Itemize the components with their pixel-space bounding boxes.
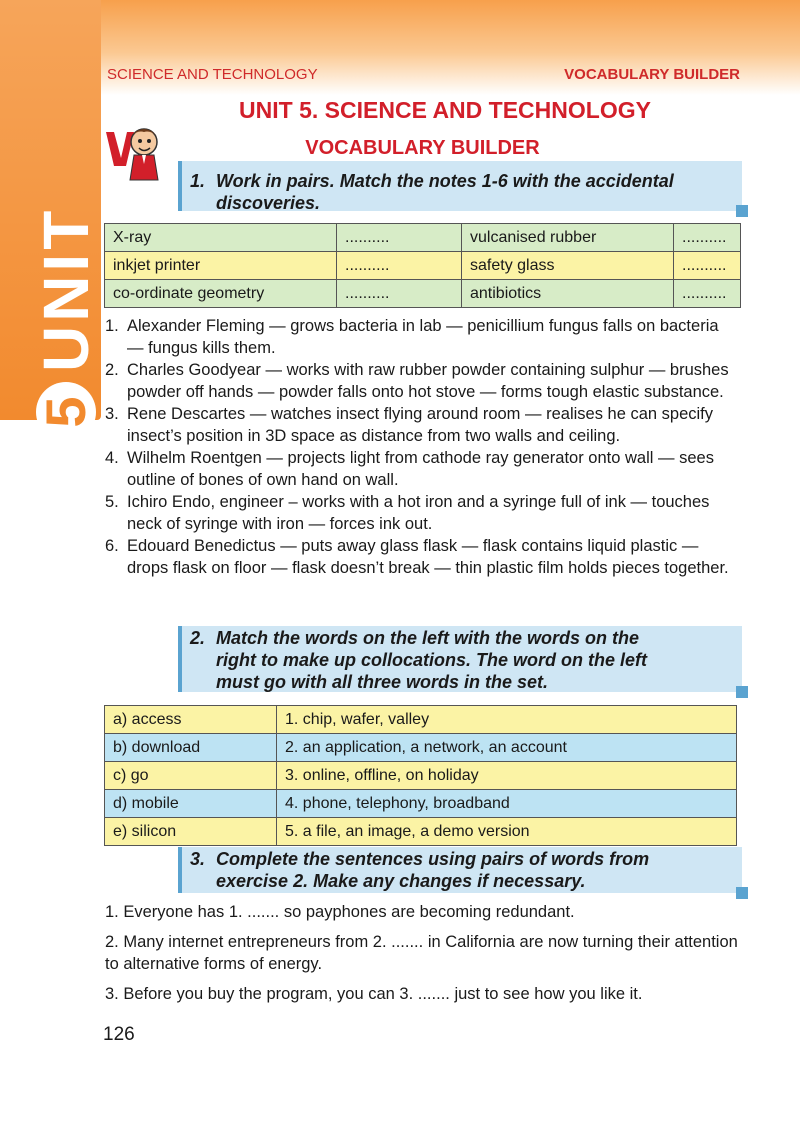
note-item	[105, 359, 735, 403]
collocation-row	[105, 790, 737, 818]
unit-title: UNIT 5. SCIENCE AND TECHNOLOGY	[239, 97, 651, 123]
sentence-item: 1. Everyone has 1. ....... so payphones are becoming redundant.	[105, 903, 575, 921]
sentences-list	[105, 901, 745, 1013]
collocation-row	[105, 762, 737, 790]
discovery-row	[105, 224, 741, 252]
collocation-set: 3. online, offline, on holiday	[277, 762, 737, 790]
match-blank[interactable]: ..........	[674, 280, 741, 308]
unit-side-label	[25, 62, 103, 442]
discovery-cell: inkjet printer	[105, 252, 337, 280]
section-title: VOCABULARY BUILDER	[305, 137, 540, 159]
task2-line3: must go with all three words in the set.	[216, 672, 549, 692]
match-blank[interactable]: ..........	[337, 252, 462, 280]
note-text: Charles Goodyear — works with raw rubber powder containing sulphur — brushes powder off hands — powder falls onto hot stove — forms tough elastic substance.	[127, 361, 729, 401]
collocation-row	[105, 706, 737, 734]
discoveries-table	[104, 223, 741, 308]
note-text: Wilhelm Roentgen — projects light from cathode ray generator onto wall — sees outline of bones of own hand on wall.	[127, 449, 714, 489]
running-header-left: SCIENCE AND TECHNOLOGY	[107, 66, 318, 83]
task1-heading	[190, 170, 750, 214]
note-item	[105, 403, 735, 447]
collocation-word: b) download	[105, 734, 277, 762]
task1-line1: Work in pairs. Match the notes 1-6 with the accidental	[216, 171, 674, 191]
note-number: 1.	[105, 317, 119, 335]
note-number: 6.	[105, 537, 119, 555]
collocation-word: d) mobile	[105, 790, 277, 818]
sentence-item: 2. Many internet entrepreneurs from 2. ....... in California are now turning their attention to alternative forms of energy.	[105, 933, 738, 973]
note-item	[105, 535, 735, 579]
note-item	[105, 315, 735, 359]
unit-word: UNIT	[30, 206, 103, 372]
task2-line1: Match the words on the left with the words on the	[216, 628, 639, 648]
task2-line2: right to make up collocations. The word on the left	[216, 650, 648, 670]
task1-number: 1.	[190, 171, 206, 191]
note-number: 3.	[105, 405, 119, 423]
task3-heading	[190, 848, 750, 892]
task3-line2: exercise 2. Make any changes if necessary.	[216, 871, 586, 891]
collocation-set: 5. a file, an image, a demo version	[277, 818, 737, 846]
note-number: 4.	[105, 449, 119, 467]
task3-line1: Complete the sentences using pairs of words from	[216, 849, 650, 869]
discovery-row	[105, 252, 741, 280]
note-number: 2.	[105, 361, 119, 379]
match-blank[interactable]: ..........	[337, 280, 462, 308]
note-text: Rene Descartes — watches insect flying around room — realises he can specify insect’s position in 3D space as distance from two walls and ceiling.	[127, 405, 714, 445]
note-number: 5.	[105, 493, 119, 511]
match-blank[interactable]: ..........	[337, 224, 462, 252]
collocation-set: 2. an application, a network, an account	[277, 734, 737, 762]
collocation-row	[105, 734, 737, 762]
task1-line2: discoveries.	[216, 193, 321, 213]
note-text: Alexander Fleming — grows bacteria in lab — penicillium fungus falls on bacteria — fungus kills them.	[127, 317, 719, 357]
sentence-item: 3. Before you buy the program, you can 3. ....... just to see how you like it.	[105, 985, 643, 1003]
running-header-right: VOCABULARY BUILDER	[564, 66, 740, 83]
note-item	[105, 491, 735, 535]
collocation-set: 1. chip, wafer, valley	[277, 706, 737, 734]
collocation-word: c) go	[105, 762, 277, 790]
collocation-row	[105, 818, 737, 846]
match-blank[interactable]: ..........	[674, 224, 741, 252]
notes-list	[105, 315, 735, 579]
unit-number: 5	[36, 382, 96, 442]
task3-number: 3.	[190, 849, 206, 869]
discovery-cell: co-ordinate geometry	[105, 280, 337, 308]
task2-number: 2.	[190, 628, 206, 648]
discovery-row	[105, 280, 741, 308]
note-text: Ichiro Endo, engineer – works with a hot iron and a syringe full of ink — touches neck of syringe with iron — forces ink out.	[127, 493, 710, 533]
collocation-word: e) silicon	[105, 818, 277, 846]
discovery-cell: X-ray	[105, 224, 337, 252]
discovery-cell: antibiotics	[462, 280, 674, 308]
collocation-word: a) access	[105, 706, 277, 734]
page-number: 126	[103, 1024, 135, 1045]
match-blank[interactable]: ..........	[674, 252, 741, 280]
note-text: Edouard Benedictus — puts away glass flask — flask contains liquid plastic — drops flask on floor — flask doesn’t break — thin plastic film holds pieces together.	[127, 537, 729, 577]
note-item	[105, 447, 735, 491]
discovery-cell: vulcanised rubber	[462, 224, 674, 252]
collocations-table	[104, 705, 737, 846]
collocation-set: 4. phone, telephony, broadband	[277, 790, 737, 818]
discovery-cell: safety glass	[462, 252, 674, 280]
task2-heading	[190, 627, 750, 693]
